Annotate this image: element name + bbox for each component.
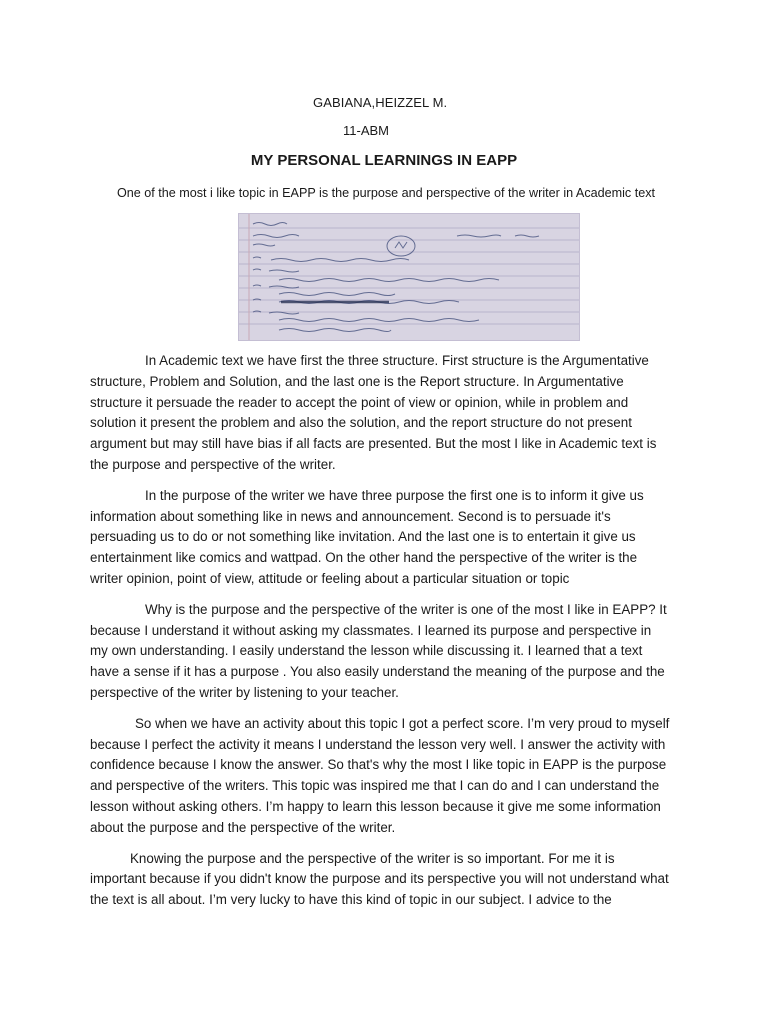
essay-body bbox=[90, 351, 670, 921]
handwritten-notes-photo bbox=[238, 213, 580, 341]
paragraph: In the purpose of the writer we have three purpose the first one is to inform it give us information about something like in news and announcement. Second is to persuade it's persuading us to do or not something like invitation. And the last one is to entertain it give us entertainment like comics and wattpad. On the other hand the perspective of the writer is the writer opinion, point of view, attitude or feeling about a particular situation or topic bbox=[90, 487, 644, 586]
section-label: 11-ABM bbox=[343, 123, 389, 138]
page-title: MY PERSONAL LEARNINGS IN EAPP bbox=[250, 152, 518, 169]
author-name: GABIANA,HEIZZEL M. bbox=[313, 95, 448, 110]
paragraph: Knowing the purpose and the perspective of the writer is so important. For me it is important because if you didn't know the purpose and its perspective you will not understand what the text is all about. I’m very lucky to have this kind of topic in our subject. I advice to the bbox=[90, 850, 669, 908]
paragraph: In Academic text we have first the three structure. First structure is the Argumentative structure, Problem and Solution, and the last one is the Report structure. In Argumentative structure it persuade the reader to accept the point of view or opinion, while in problem and solution it present the problem and also the solution, and the report structure do not present argument but may still have bias if all facts are presented. But the most I like in Academic text is the purpose and perspective of the writer. bbox=[90, 353, 657, 472]
paragraph: So when we have an activity about this topic I got a perfect score. I’m very proud to myself because I perfect the activity it means I understand the lesson very well. I answer the activity with confidence because I know the answer. So that's why the most I like topic in EAPP is the purpose and perspective of the writers. This topic was inspired me that I can do and I can understand the lesson without asking others. I’m happy to learn this lesson because it give me some information about the purpose and the perspective of the writer. bbox=[90, 715, 670, 835]
intro-sentence: One of the most i like topic in EAPP is the purpose and perspective of the writer in Academic text bbox=[116, 186, 656, 200]
paragraph: Why is the purpose and the perspective of the writer is one of the most I like in EAPP? It because I understand it without asking my classmates. I learned its purpose and perspective in my own understanding. I easily understand the lesson while discussing it. I learned that a text have a sense if it has a purpose . You also easily understand the meaning of the purpose and the perspective of the writer by listening to your teacher. bbox=[90, 601, 667, 700]
